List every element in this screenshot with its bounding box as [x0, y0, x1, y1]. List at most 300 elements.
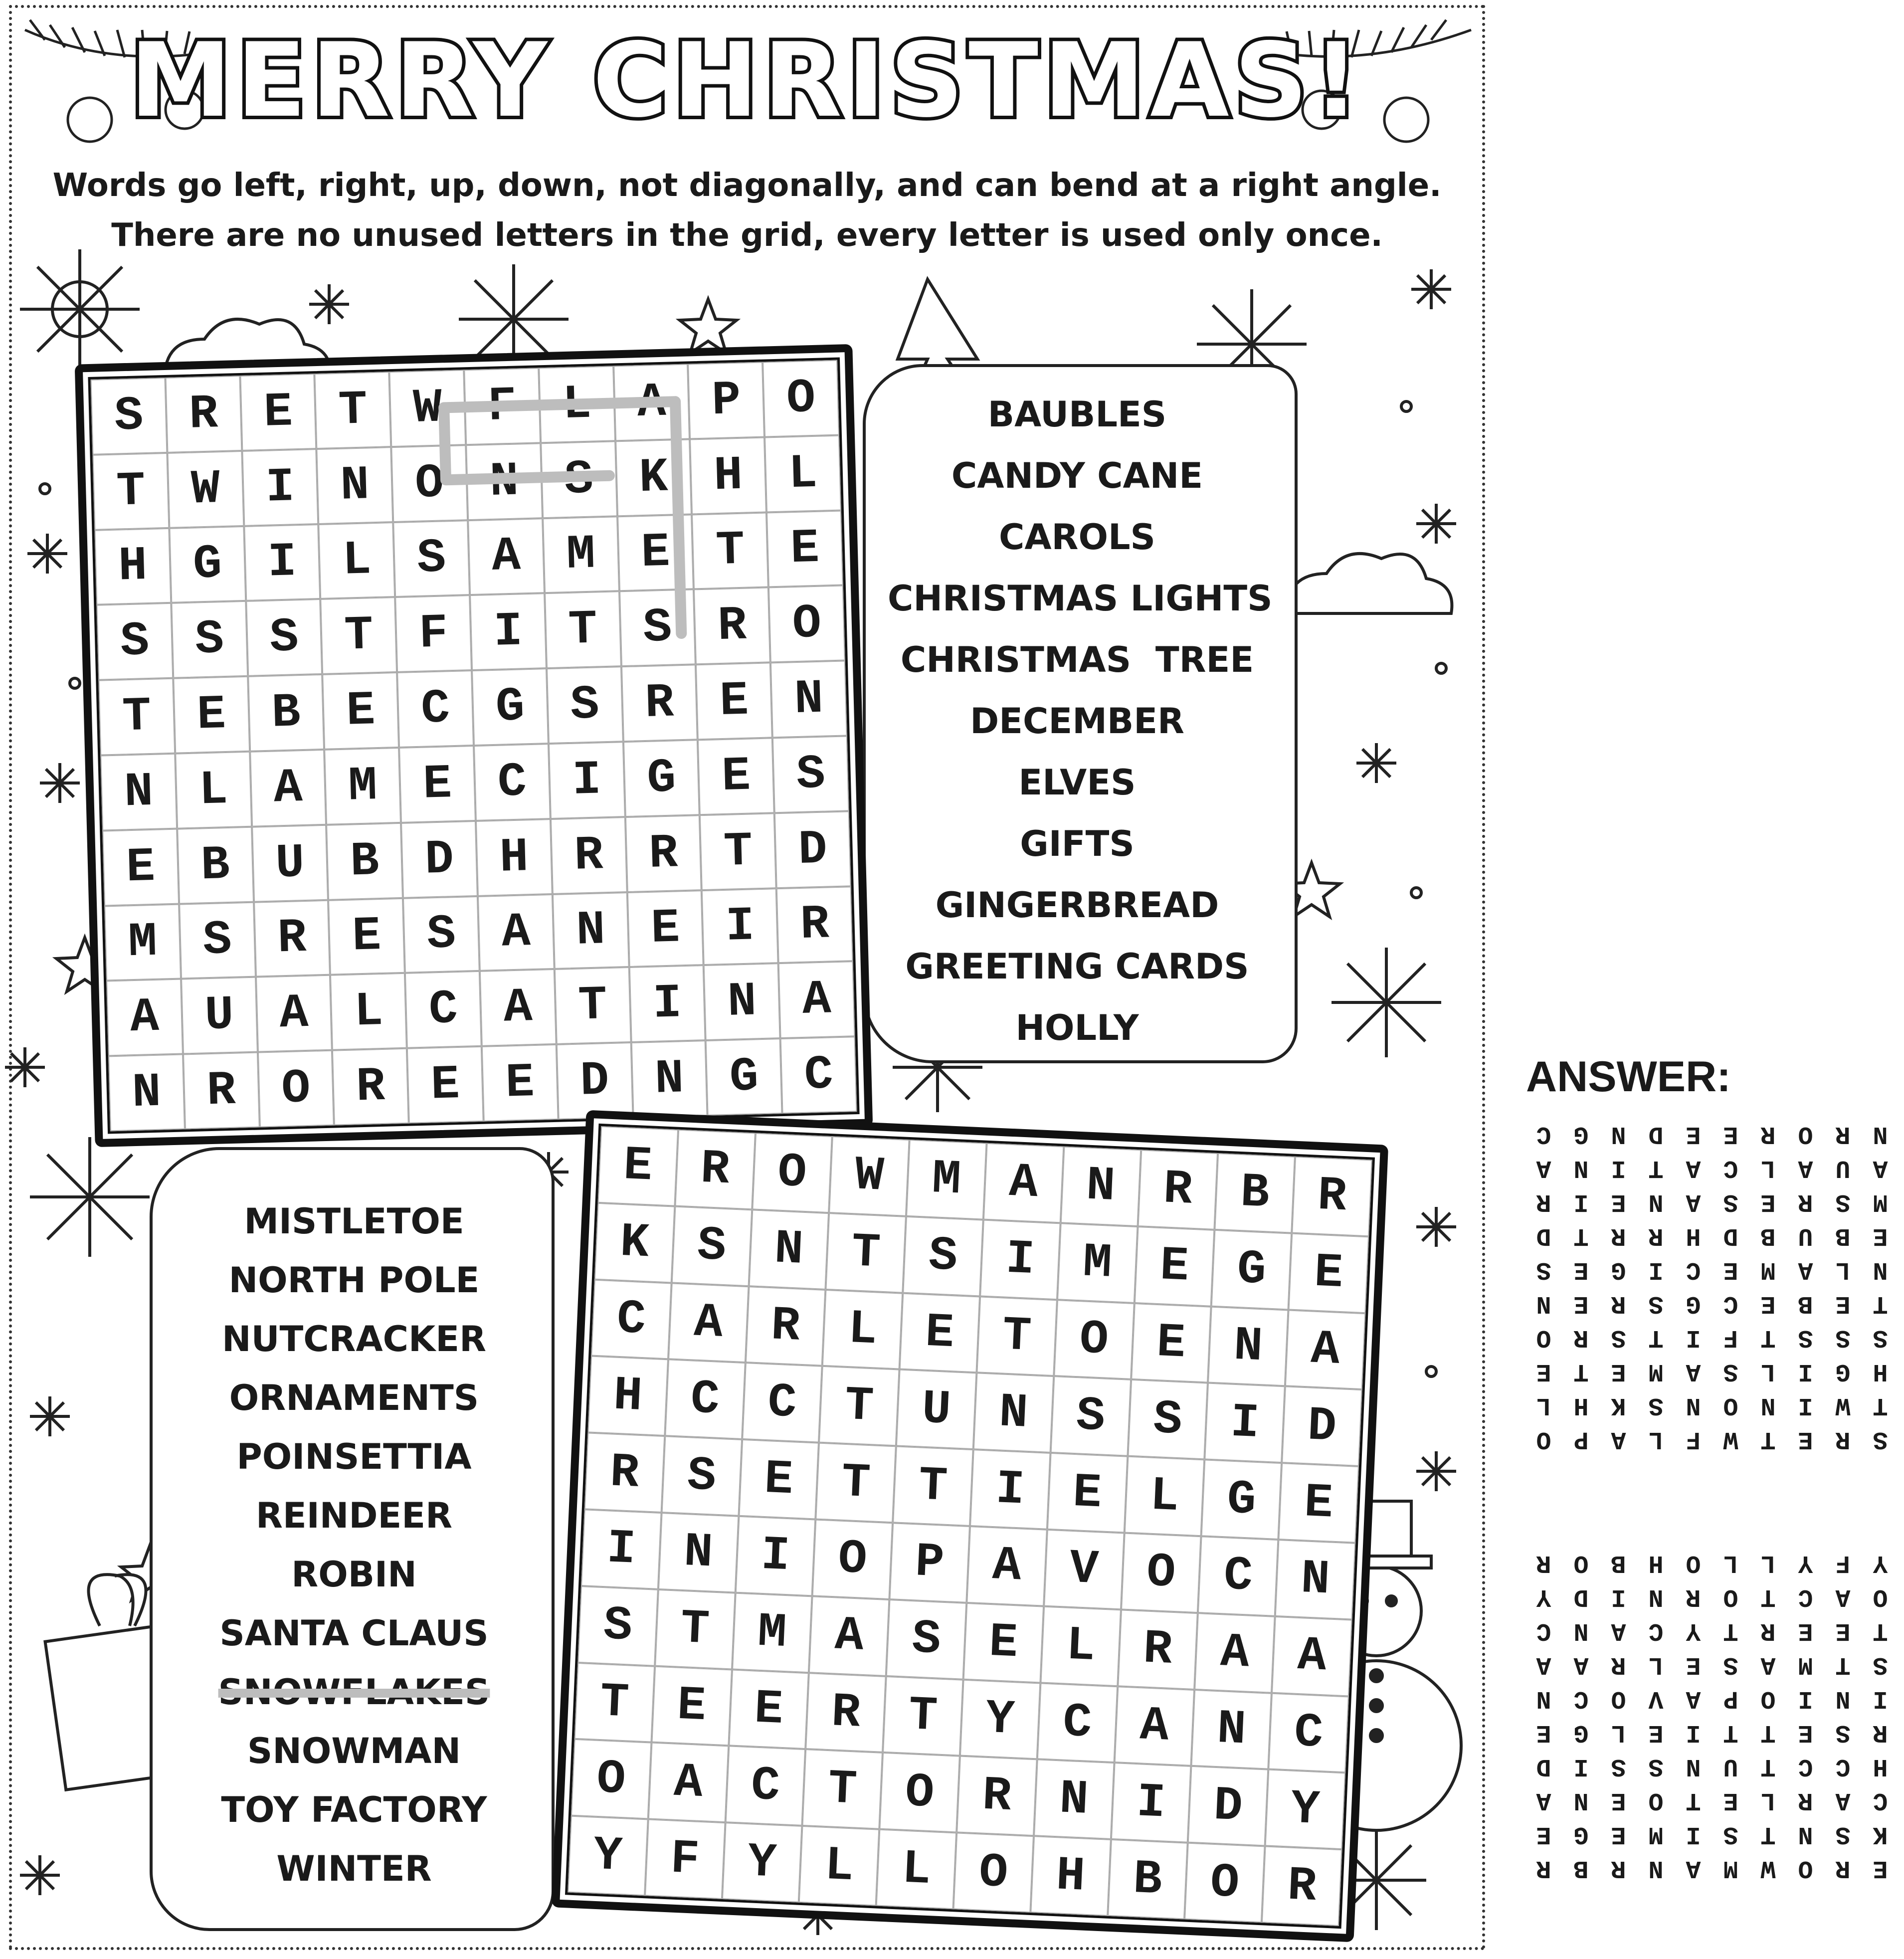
answer-cell: P: [1573, 1425, 1589, 1454]
small-snowflake-icon: [40, 763, 80, 803]
answer-cell: R: [1835, 1854, 1851, 1883]
answer-cell: C: [1536, 1616, 1551, 1645]
grid-cell: C: [725, 1746, 805, 1826]
answer-cell: R: [1798, 1187, 1813, 1216]
grid-cell: B: [248, 674, 325, 752]
grid-cell: W: [389, 370, 466, 447]
grid-cell: U: [896, 1370, 976, 1449]
answer-cell: E: [1873, 1854, 1888, 1883]
grid-cell: T: [819, 1366, 899, 1446]
grid-cell: G: [169, 526, 246, 603]
answer-cell: E: [1573, 1255, 1589, 1284]
grid-cell: L: [175, 752, 252, 829]
answer-cell: E: [1536, 1718, 1551, 1747]
grid-cell: E: [328, 898, 405, 975]
answer-cell: S: [1611, 1323, 1626, 1352]
grid-cell: O: [752, 1133, 832, 1212]
grid-cell: S: [886, 1599, 966, 1679]
grid-cell: T: [545, 591, 621, 669]
answer-cell: L: [1536, 1391, 1551, 1420]
answer-cell: E: [1723, 1255, 1738, 1284]
grid-cell: A: [480, 969, 557, 1046]
grid-cell: A: [250, 750, 327, 827]
grid-cell: A: [668, 1283, 749, 1363]
instruction-line-1: Words go left, right, up, down, not diagonally, and can bend at a right angle.: [52, 167, 1442, 204]
small-snowflake-icon: [20, 1855, 60, 1895]
answer-cell: A: [1686, 1854, 1701, 1883]
answer-cell: U: [1723, 1752, 1738, 1781]
answer-cell: N: [1536, 1684, 1551, 1713]
grid-cell: M: [1057, 1223, 1138, 1303]
grid-cell: B: [177, 827, 254, 904]
answer-cell: B: [1835, 1221, 1851, 1250]
grid-cell: N: [1208, 1306, 1288, 1386]
grid-cell: T: [893, 1446, 973, 1526]
answer-cell: T: [1873, 1289, 1888, 1318]
answer-cell: D: [1573, 1582, 1589, 1611]
grid-cell: F: [395, 595, 472, 672]
answer-cell: E: [1723, 1120, 1738, 1149]
grid-cell: Y: [568, 1816, 648, 1896]
answer-cell: T: [1835, 1650, 1851, 1679]
grid-cell: O: [880, 1753, 960, 1832]
grid-cell: O: [1054, 1300, 1134, 1379]
grid-cell: O: [1184, 1843, 1265, 1923]
grid-cell: C: [1037, 1683, 1118, 1763]
answer-cell: U: [1835, 1154, 1851, 1182]
word-list-item: CAROLS: [999, 517, 1155, 558]
grid-cell: T: [826, 1213, 906, 1293]
grid-cell: I: [735, 1516, 815, 1596]
grid-cell: R: [625, 815, 702, 892]
word-list-item: TOY FACTORY: [221, 1789, 487, 1830]
grid-cell: E: [1131, 1303, 1211, 1383]
answer-cell: S: [1835, 1187, 1851, 1216]
grid-cell: N: [631, 1040, 708, 1118]
grid-cell: A: [256, 975, 333, 1052]
grid-cell: C: [474, 744, 551, 821]
grid-cell: D: [774, 811, 851, 888]
grid-cell: I: [581, 1509, 661, 1589]
answer-cell: Y: [1686, 1616, 1701, 1645]
grid-cell: K: [594, 1203, 675, 1283]
grid-cell: C: [780, 1036, 857, 1114]
cloud-icon: [1287, 554, 1452, 613]
grid-cell: S: [179, 902, 256, 979]
grid-cell: E: [698, 738, 774, 815]
answer-cell: E: [1611, 1820, 1626, 1849]
grid-cell: E: [1047, 1453, 1128, 1533]
answer-cell: C: [1873, 1786, 1888, 1815]
puzzle-grid-2-cells: [565, 1124, 1375, 1929]
grid-cell: E: [1279, 1463, 1359, 1543]
grid-cell: C: [397, 670, 474, 748]
grid-cell: D: [1282, 1386, 1362, 1466]
grid-cell: E: [323, 672, 399, 750]
answer-cell: U: [1798, 1221, 1813, 1250]
answer-cell: Y: [1798, 1549, 1813, 1577]
answer-cell: G: [1573, 1120, 1589, 1149]
grid-cell: G: [706, 1038, 782, 1116]
grid-cell: R: [956, 1756, 1037, 1836]
answer-cell: T: [1686, 1786, 1701, 1815]
grid-cell: A: [1114, 1686, 1194, 1766]
answer-cell: I: [1686, 1323, 1701, 1352]
answer-cell: I: [1798, 1357, 1813, 1386]
answer-cell: K: [1873, 1820, 1888, 1849]
answer-cell: T: [1760, 1323, 1776, 1352]
answer-cell: T: [1723, 1718, 1738, 1747]
answer-grid-1: [1525, 1117, 1899, 1456]
answer-cell: E: [1760, 1187, 1776, 1216]
grid-cell: B: [1108, 1839, 1188, 1919]
answer-cell: R: [1760, 1616, 1776, 1645]
answer-cell: O: [1723, 1391, 1738, 1420]
grid-cell: R: [694, 588, 770, 665]
grid-cell: O: [762, 360, 839, 437]
grid-cell: T: [315, 372, 391, 449]
small-snowflake-icon: [1356, 743, 1396, 783]
answer-cell: O: [1873, 1582, 1888, 1611]
puzzle-grid-2: [552, 1110, 1388, 1943]
answer-cell: N: [1760, 1391, 1776, 1420]
answer-cell: S: [1873, 1425, 1888, 1454]
grid-cell: S: [91, 378, 168, 455]
star-icon: [680, 299, 737, 353]
answer-cell: N: [1798, 1820, 1813, 1849]
grid-cell: I: [470, 593, 547, 671]
grid-cell: O: [1121, 1533, 1201, 1613]
grid-cell: N: [658, 1513, 739, 1592]
grid-cell: N: [553, 892, 629, 970]
grid-cell: S: [171, 601, 248, 678]
grid-cell: Y: [960, 1679, 1040, 1759]
answer-cell: C: [1648, 1616, 1664, 1645]
word-list-item: MISTLETOE: [244, 1201, 464, 1242]
grid-cell: L: [1124, 1456, 1204, 1536]
answer-cell: R: [1611, 1854, 1626, 1883]
page-title: MERRY CHRISTMAS!: [130, 21, 1364, 140]
answer-cell: M: [1648, 1357, 1664, 1386]
grid-cell: S: [1128, 1379, 1208, 1459]
answer-cell: C: [1686, 1255, 1701, 1284]
answer-cell: A: [1873, 1154, 1888, 1182]
grid-cell: Y: [1265, 1769, 1345, 1849]
grid-cell: O: [258, 1050, 335, 1128]
answer-cell: S: [1835, 1820, 1851, 1849]
answer-cell: R: [1798, 1786, 1813, 1815]
answer-cell: Y: [1873, 1549, 1888, 1577]
answer-cell: G: [1573, 1820, 1589, 1849]
answer-cell: L: [1723, 1549, 1738, 1577]
answer-cell: N: [1686, 1752, 1701, 1781]
grid-cell: R: [584, 1433, 665, 1513]
grid-cell: S: [619, 589, 696, 667]
answer-cell: E: [1536, 1357, 1551, 1386]
grid-cell: E: [651, 1666, 732, 1746]
grid-cell: L: [539, 366, 615, 443]
grid-cell: S: [772, 736, 849, 813]
answer-cell: R: [1611, 1650, 1626, 1679]
answer-cell: C: [1573, 1684, 1589, 1713]
grid-cell: C: [591, 1279, 671, 1359]
answer-cell: M: [1760, 1255, 1776, 1284]
answer-cell: T: [1760, 1820, 1776, 1849]
grid-cell: T: [883, 1676, 963, 1756]
answer-cell: S: [1798, 1323, 1813, 1352]
small-snowflake-icon: [1416, 1207, 1456, 1247]
word-list-item: ELVES: [1018, 762, 1136, 803]
grid-cell: T: [802, 1749, 883, 1829]
grid-cell: T: [700, 813, 776, 890]
answer-cell: N: [1536, 1289, 1551, 1318]
grid-cell: T: [692, 512, 768, 589]
answer-cell: S: [1835, 1718, 1851, 1747]
answer-cell: L: [1760, 1786, 1776, 1815]
grid-cell: H: [690, 437, 766, 514]
small-snowflake-icon: [1411, 269, 1451, 309]
answer-cell: T: [1760, 1582, 1776, 1611]
grid-cell: R: [621, 664, 698, 742]
grid-cell: A: [966, 1526, 1047, 1606]
answer-cell: T: [1760, 1718, 1776, 1747]
grid-cell: N: [1275, 1540, 1355, 1619]
answer-cell: E: [1835, 1616, 1851, 1645]
answer-cell: G: [1611, 1255, 1626, 1284]
answer-cell: I: [1798, 1391, 1813, 1420]
grid-cell: K: [615, 439, 692, 516]
answer-cell: O: [1686, 1549, 1701, 1577]
word-list-item-crossed: SNOWFLAKES: [218, 1672, 490, 1713]
grid-cell: C: [665, 1360, 745, 1439]
answer-cell: E: [1723, 1786, 1738, 1815]
answer-cell: A: [1686, 1154, 1701, 1182]
answer-cell: E: [1873, 1221, 1888, 1250]
grid-cell: O: [953, 1833, 1033, 1913]
word-list-item: POINSETTIA: [236, 1436, 472, 1477]
answer-cell: O: [1648, 1786, 1664, 1815]
example-solution-highlight: [88, 357, 876, 1150]
grid-cell: T: [976, 1296, 1057, 1376]
grid-cell: A: [983, 1143, 1064, 1223]
word-list-item: CHRISTMAS LIGHTS: [888, 578, 1273, 619]
grid-cell: L: [799, 1826, 879, 1906]
grid-cell: S: [96, 603, 173, 680]
word-list-item: REINDEER: [256, 1495, 452, 1536]
answer-cell: A: [1573, 1650, 1589, 1679]
answer-cell: R: [1536, 1854, 1551, 1883]
grid-cell: R: [332, 1048, 409, 1126]
grid-cell: N: [749, 1209, 829, 1289]
answer-cell: M: [1873, 1187, 1888, 1216]
grid-cell: S: [672, 1206, 752, 1286]
answer-cell: A: [1611, 1616, 1626, 1645]
answer-cell: C: [1798, 1582, 1813, 1611]
grid-cell: T: [92, 453, 169, 530]
grid-cell: R: [806, 1673, 886, 1753]
answer-cell: E: [1835, 1289, 1851, 1318]
answer-cell: A: [1536, 1650, 1551, 1679]
grid-cell: A: [613, 364, 690, 441]
grid-cell: R: [1118, 1609, 1198, 1689]
answer-cell: T: [1760, 1425, 1776, 1454]
answer-cell: E: [1648, 1718, 1664, 1747]
snowflake-icon: [30, 1137, 150, 1257]
answer-cell: O: [1611, 1684, 1626, 1713]
answer-cell: T: [1648, 1154, 1664, 1182]
answer-cell: S: [1723, 1650, 1738, 1679]
word-list-item: NORTH POLE: [228, 1260, 480, 1301]
answer-cell: C: [1723, 1289, 1738, 1318]
grid-cell: E: [407, 1046, 484, 1124]
grid-cell: S: [903, 1216, 983, 1296]
answer-cell: N: [1873, 1255, 1888, 1284]
answer-cell: N: [1648, 1854, 1664, 1883]
grid-cell: B: [326, 823, 403, 900]
grid-cell: G: [1201, 1460, 1282, 1540]
answer-cell: A: [1536, 1786, 1551, 1815]
answer-cell: D: [1536, 1221, 1551, 1250]
answer-cell: F: [1835, 1549, 1851, 1577]
grid-cell: R: [776, 886, 853, 964]
grid-cell: A: [1272, 1616, 1352, 1696]
answer-cell: R: [1835, 1425, 1851, 1454]
word-list-item: CANDY CANE: [951, 455, 1203, 496]
word-list-item: GIFTS: [1020, 823, 1135, 864]
answer-cell: R: [1648, 1221, 1664, 1250]
grid-cell: I: [980, 1219, 1060, 1299]
small-snowflake-icon: [27, 534, 67, 574]
grid-cell: M: [732, 1592, 812, 1672]
grid-cell: R: [254, 900, 331, 977]
answer-cell: S: [1648, 1391, 1664, 1420]
grid-cell: H: [476, 819, 553, 896]
grid-cell: W: [829, 1136, 910, 1216]
answer-cell: I: [1573, 1187, 1589, 1216]
word-list-item: ROBIN: [291, 1554, 417, 1595]
answer-cell: W: [1760, 1854, 1776, 1883]
answer-cell: R: [1611, 1289, 1626, 1318]
answer-cell: T: [1573, 1357, 1589, 1386]
grid-cell: L: [764, 435, 841, 512]
grid-cell: E: [399, 746, 476, 823]
answer-cell: N: [1573, 1786, 1589, 1815]
grid-cell: E: [240, 374, 317, 451]
instruction-line-2: There are no unused letters in the grid, every letter is used only once.: [111, 217, 1383, 254]
grid-cell: I: [629, 965, 706, 1042]
grid-cell: E: [627, 890, 704, 968]
grid-cell: D: [557, 1042, 633, 1120]
answer-cell: S: [1723, 1820, 1738, 1849]
snowflake-icon: [1332, 948, 1441, 1057]
grid-cell: E: [1289, 1233, 1369, 1313]
answer-cell: S: [1648, 1289, 1664, 1318]
grid-cell: L: [330, 973, 407, 1050]
answer-cell: E: [1798, 1616, 1813, 1645]
word-list-2: [180, 1192, 529, 1898]
grid-cell: U: [252, 825, 329, 902]
grid-cell: M: [324, 748, 401, 825]
grid-cell: O: [571, 1739, 651, 1819]
grid-cell: L: [822, 1290, 903, 1370]
grid-cell: C: [1268, 1693, 1348, 1772]
grid-cell: R: [1138, 1150, 1218, 1229]
grid-cell: S: [393, 520, 470, 597]
grid-cell: L: [1040, 1606, 1121, 1686]
answer-cell: N: [1648, 1187, 1664, 1216]
answer-cell: E: [1798, 1425, 1813, 1454]
answer-cell: A: [1686, 1357, 1701, 1386]
grid-cell: O: [391, 445, 468, 522]
grid-cell: T: [574, 1663, 655, 1743]
answer-cell: N: [1573, 1154, 1589, 1182]
answer-cell: L: [1760, 1357, 1776, 1386]
grid-cell: N: [770, 661, 847, 738]
answer-cell: B: [1611, 1549, 1626, 1577]
grid-cell: I: [242, 449, 319, 526]
word-list-item: GREETING CARDS: [905, 946, 1249, 987]
grid-cell: A: [648, 1743, 729, 1822]
grid-cell: P: [688, 362, 764, 439]
answer-cell: N: [1648, 1582, 1664, 1611]
grid-cell: G: [1211, 1230, 1292, 1310]
grid-cell: G: [472, 668, 549, 746]
grid-cell: D: [401, 821, 478, 898]
grid-cell: R: [1292, 1157, 1372, 1236]
answer-cell: A: [1835, 1786, 1851, 1815]
answer-cell: K: [1611, 1391, 1626, 1420]
grid-cell: T: [321, 597, 397, 674]
grid-cell: R: [551, 817, 627, 894]
answer-cell: B: [1760, 1221, 1776, 1250]
grid-cell: T: [816, 1443, 896, 1523]
answer-cell: H: [1873, 1752, 1888, 1781]
answer-cell: I: [1648, 1255, 1664, 1284]
answer-label: ANSWER:: [1526, 1053, 1731, 1101]
answer-cell: R: [1573, 1323, 1589, 1352]
answer-cell: R: [1873, 1718, 1888, 1747]
answer-cell: O: [1798, 1854, 1813, 1883]
snowflake-icon: [20, 249, 140, 369]
answer-cell: H: [1573, 1391, 1589, 1420]
answer-cell: I: [1686, 1718, 1701, 1747]
grid-cell: R: [183, 1052, 260, 1130]
grid-cell: S: [661, 1436, 742, 1516]
grid-cell: S: [1050, 1376, 1131, 1456]
answer-cell: R: [1611, 1221, 1626, 1250]
small-snowflake-icon: [5, 1047, 45, 1087]
answer-cell: I: [1611, 1154, 1626, 1182]
grid-cell: V: [1044, 1530, 1124, 1609]
grid-cell: M: [543, 516, 619, 593]
grid-cell: I: [702, 888, 778, 966]
grid-cell: N: [108, 1054, 185, 1132]
word-list-item: WINTER: [276, 1848, 432, 1889]
answer-cell: S: [1536, 1255, 1551, 1284]
grid-cell: A: [478, 894, 555, 972]
grid-cell: R: [675, 1130, 755, 1209]
word-list-item: ORNAMENTS: [229, 1377, 479, 1418]
answer-cell: E: [1686, 1120, 1701, 1149]
small-snowflake-icon: [1416, 504, 1456, 544]
word-list-item: NUTCRACKER: [222, 1319, 486, 1360]
grid-cell: B: [1215, 1153, 1295, 1233]
grid-cell: N: [100, 754, 177, 831]
answer-cell: P: [1723, 1684, 1738, 1713]
word-list-item: GINGERBREAD: [935, 885, 1219, 926]
answer-cell: E: [1760, 1289, 1776, 1318]
answer-cell: R: [1835, 1120, 1851, 1149]
